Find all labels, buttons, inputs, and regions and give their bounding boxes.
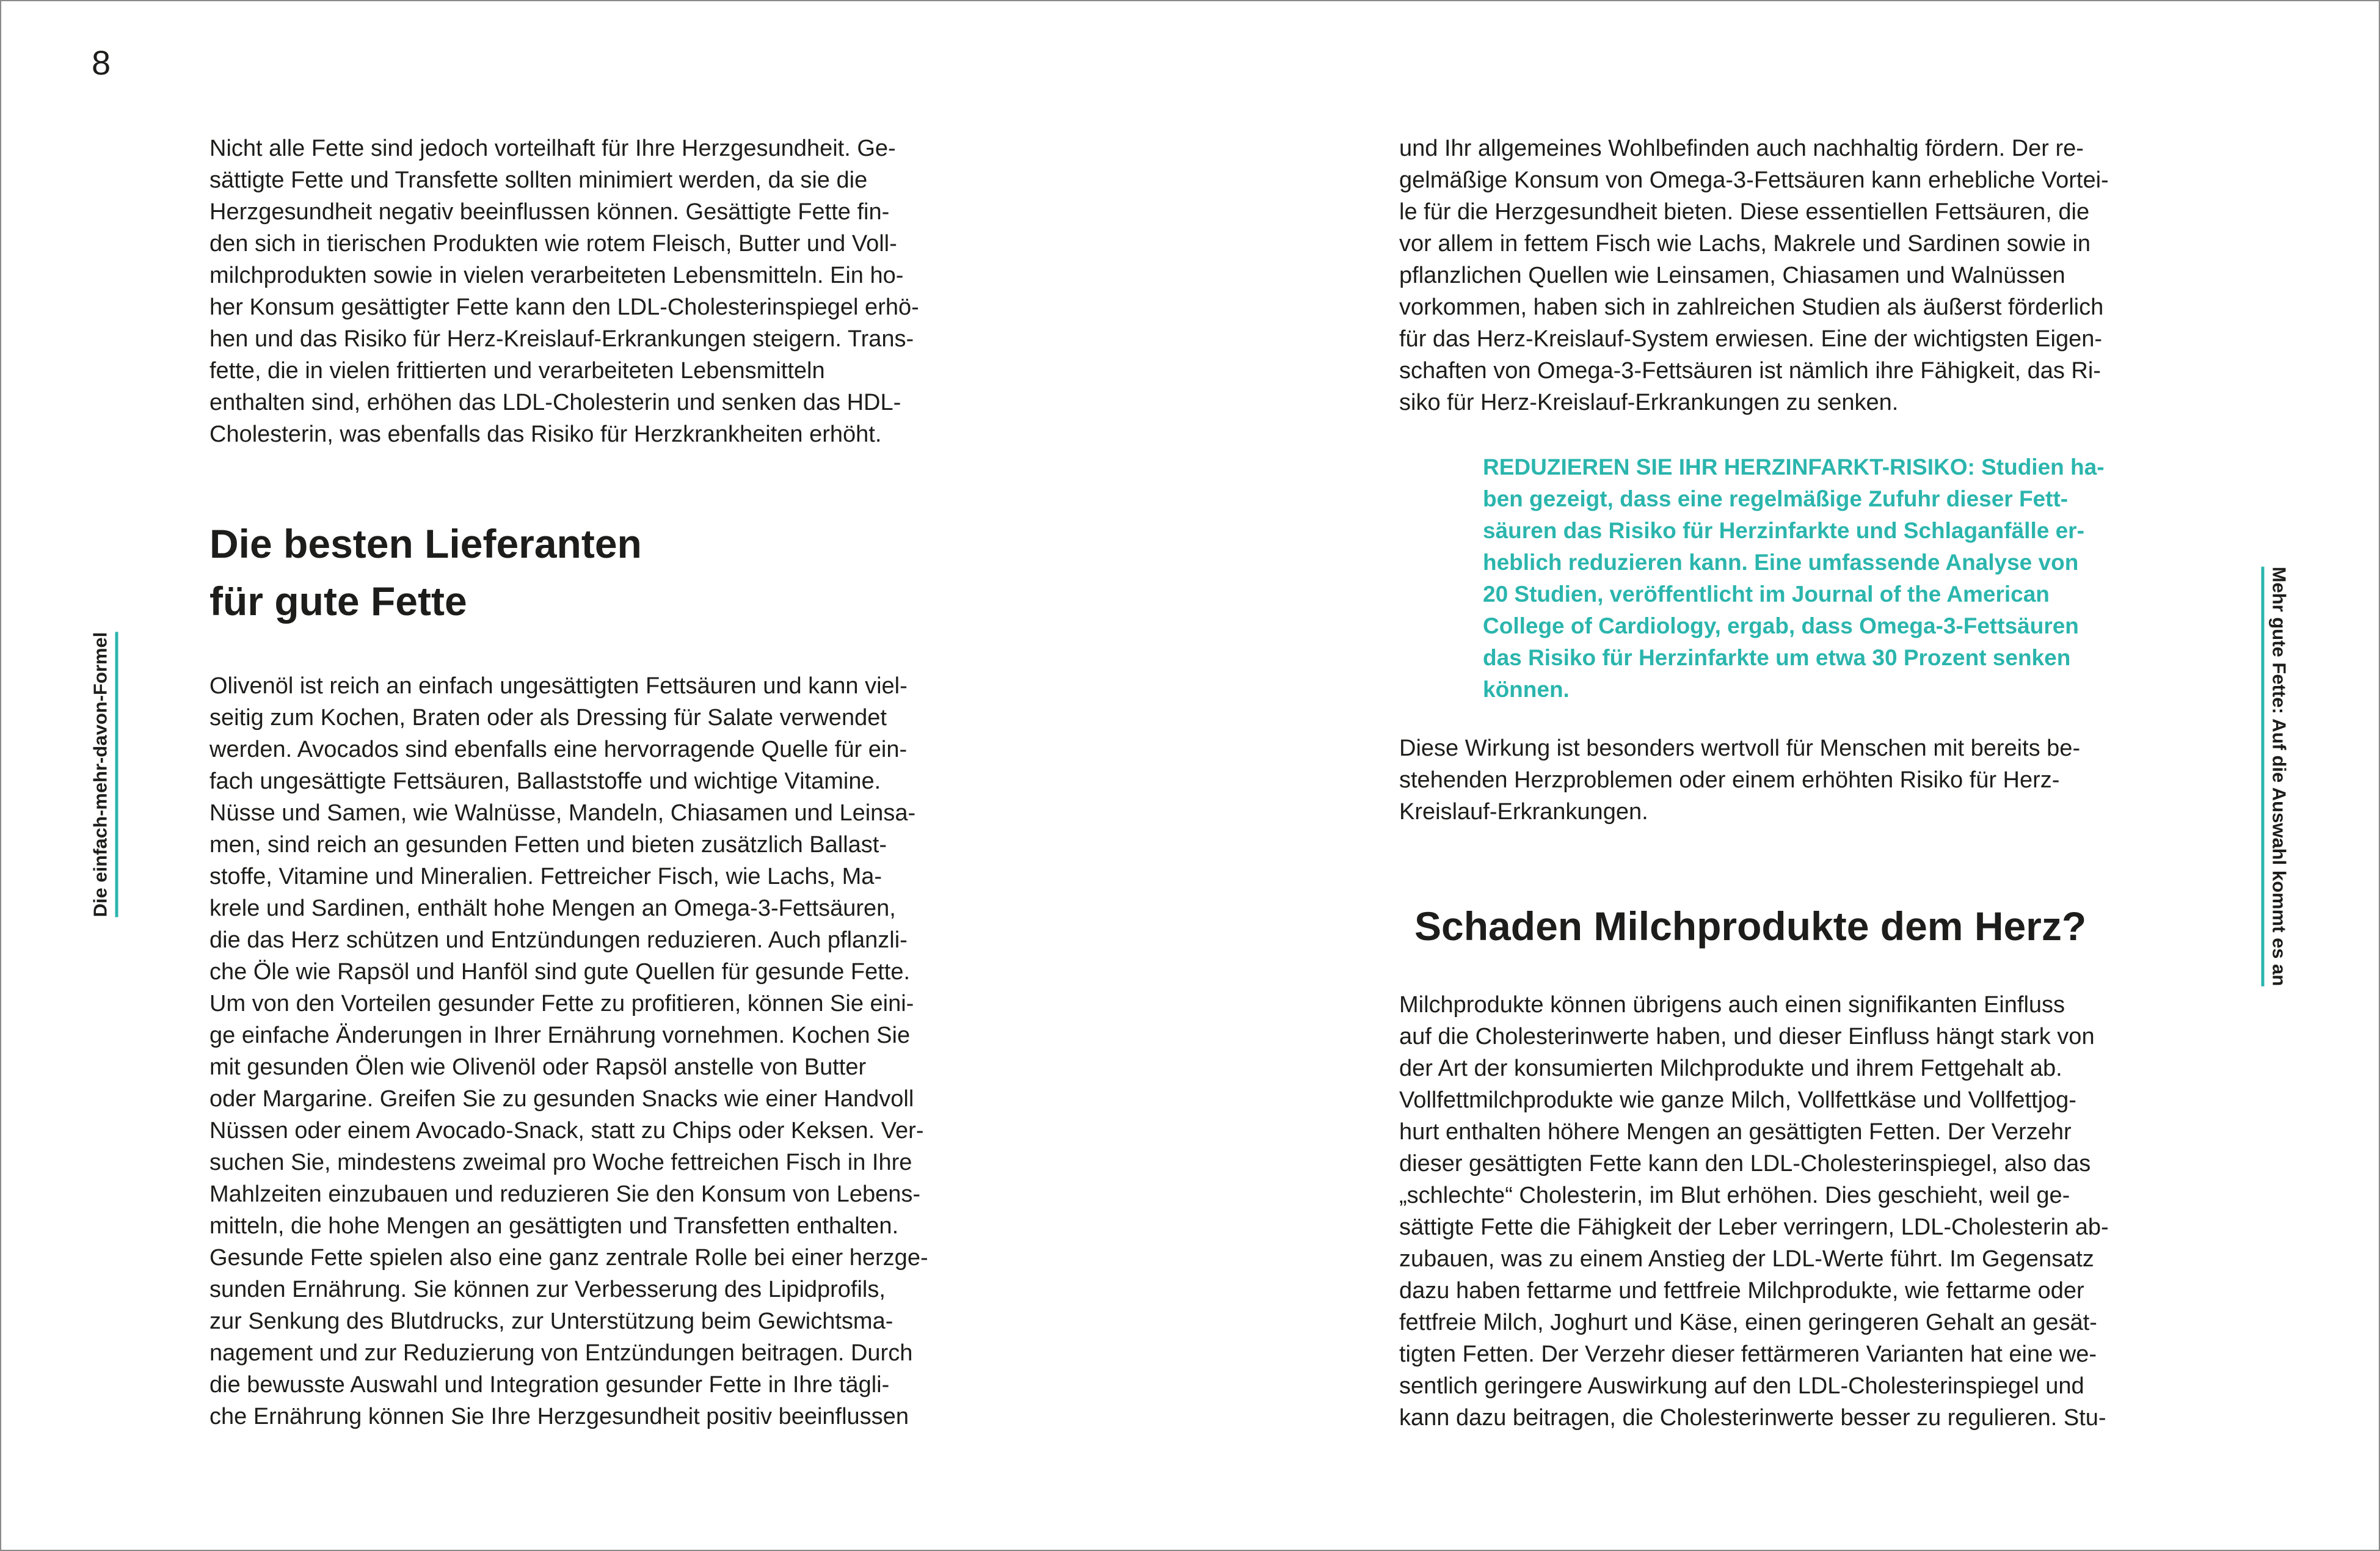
text-line: fettfreie Milch, Joghurt und Käse, einen geringeren Gehalt an gesät- [1399,1310,2097,1335]
text-line: vor allem in fettem Fisch wie Lachs, Makrele und Sardinen sowie in [1399,231,2091,257]
heading-dairy: Schaden Milchprodukte dem Herz? [1414,903,2087,949]
text-line: hen und das Risiko für Herz-Kreislauf-Erkrankungen steigern. Trans- [209,326,914,352]
text-line: fach ungesättigte Fettsäuren, Ballaststoffe und wichtige Vitamine. [209,768,881,794]
section-side-label: Mehr gute Fette: Auf die Auswahl kommt es an [2262,567,2291,987]
text-line: fette, die in vielen frittierten und verarbeiteten Lebensmitteln [209,358,825,384]
text-line: siko für Herz-Kreislauf-Erkrankungen zu senken. [1399,390,1899,415]
text-line: dieser gesättigten Fette kann den LDL-Cholesterinspiegel, also das [1399,1151,2091,1177]
text-line: stehenden Herzproblemen oder einem erhöhten Risiko für Herz- [1399,767,2060,793]
text-line: die bewusste Auswahl und Integration gesunder Fette in Ihre tägli- [209,1372,890,1398]
text-line: REDUZIEREN SIE IHR HERZINFARKT-RISIKO: Studien ha- [1483,454,2105,480]
text-line: den sich in tierischen Produkten wie rotem Fleisch, Butter und Voll- [209,231,897,257]
text-line: seitig zum Kochen, Braten oder als Dressing für Salate verwendet [209,705,887,731]
text-line: men, sind reich an gesunden Fetten und bieten zusätzlich Ballast- [209,832,887,858]
text-line: stoffe, Vitamine und Mineralien. Fettreicher Fisch, wie Lachs, Ma- [209,864,882,889]
text-line: ben gezeigt, dass eine regelmäßige Zufuhr dieser Fett- [1483,486,2069,511]
text-line: zur Senkung des Blutdrucks, zur Unterstützung beim Gewichtsma- [209,1308,893,1334]
text-line: le für die Herzgesundheit bieten. Diese essentiellen Fettsäuren, die [1399,199,2090,225]
heading-line: für gute Fette [209,578,467,624]
right-paragraph-1 [1399,133,2109,418]
text-line: vorkommen, haben sich in zahlreichen Studien als äußerst förderlich [1399,294,2104,320]
text-line: che Ernährung können Sie Ihre Herzgesundheit positiv beeinflussen [209,1404,909,1429]
text-line: milchprodukten sowie in vielen verarbeiteten Lebensmitteln. Ein ho- [209,263,904,288]
text-line: der Art der konsumierten Milchprodukte und ihrem Fettgehalt ab. [1399,1056,2062,1081]
text-line: kann dazu beitragen, die Cholesterinwerte besser zu regulieren. Stu- [1399,1405,2106,1431]
text-line: College of Cardiology, ergab, dass Omega-3-Fettsäuren [1483,613,2079,638]
text-line: suchen Sie, mindestens zweimal pro Woche fettreichen Fisch in Ihre [209,1150,912,1175]
text-line: nagement und zur Reduzierung von Entzündungen beitragen. Durch [209,1340,913,1366]
page-number: 8 [92,43,111,82]
text-line: werden. Avocados sind ebenfalls eine hervorragende Quelle für ein- [209,737,908,762]
left-paragraph-1 [209,133,919,450]
text-line: auf die Cholesterinwerte haben, und dieser Einfluss hängt stark von [1399,1024,2095,1049]
text-line: che Öle wie Rapsöl und Hanföl sind gute Quellen für gesunde Fette. [209,959,911,985]
text-line: Cholesterin, was ebenfalls das Risiko für Herzkrankheiten erhöht. [209,422,882,447]
text-line: sättigte Fette und Transfette sollten minimiert werden, da sie die [209,167,868,193]
text-line: Nüssen oder einem Avocado-Snack, statt zu Chips oder Keksen. Ver- [209,1118,924,1144]
text-line: enthalten sind, erhöhen das LDL-Cholesterin und senken das HDL- [209,390,901,415]
left-paragraph-2 [209,670,928,1432]
text-line: tigten Fetten. Der Verzehr dieser fettärmeren Varianten hat eine we- [1399,1341,2097,1367]
text-line: Nicht alle Fette sind jedoch vorteilhaft für Ihre Herzgesundheit. Ge- [209,136,896,161]
text-line: krele und Sardinen, enthält hohe Mengen an Omega-3-Fettsäuren, [209,896,896,921]
callout-heart-attack-risk [1483,451,2105,706]
text-line: sunden Ernährung. Sie können zur Verbesserung des Lipidprofils, [209,1277,886,1302]
text-line: Gesunde Fette spielen also eine ganz zentrale Rolle bei einer herzge- [209,1245,928,1271]
text-line: hurt enthalten höhere Mengen an gesättigten Fetten. Der Verzehr [1399,1119,2072,1145]
text-line: heblich reduzieren kann. Eine umfassende Analyse von [1483,550,2079,575]
text-line: können. [1483,677,1570,702]
text-line: Nüsse und Samen, wie Walnüsse, Mandeln, Chiasamen und Leinsa- [209,800,916,826]
text-line: Mahlzeiten einzubauen und reduzieren Sie den Konsum von Lebens- [209,1181,921,1207]
chapter-side-label: Die einfach-mehr-davon-Formel [89,632,118,918]
text-line: schaften von Omega-3-Fettsäuren ist nämlich ihre Fähigkeit, das Ri- [1399,358,2101,384]
text-line: oder Margarine. Greifen Sie zu gesunden Snacks wie einer Handvoll [209,1086,914,1112]
text-line: Olivenöl ist reich an einfach ungesättigten Fettsäuren und kann viel- [209,673,908,699]
text-line: säuren das Risiko für Herzinfarkte und Schlaganfälle er- [1483,518,2084,543]
text-line: her Konsum gesättigter Fette kann den LDL-Cholesterinspiegel erhö- [209,294,919,320]
text-line: zubauen, was zu einem Anstieg der LDL-Werte führt. Im Gegensatz [1399,1246,2094,1272]
text-line: „schlechte“ Cholesterin, im Blut erhöhen. Dies geschieht, weil ge- [1399,1183,2070,1208]
right-paragraph-3 [1399,989,2109,1434]
text-line: mit gesunden Ölen wie Olivenöl oder Rapsöl anstelle von Butter [209,1054,867,1080]
text-line: pflanzlichen Quellen wie Leinsamen, Chiasamen und Walnüssen [1399,263,2065,288]
text-line: und Ihr allgemeines Wohlbefinden auch nachhaltig fördern. Der re- [1399,136,2084,161]
text-line: sentlich geringere Auswirkung auf den LDL-Cholesterinspiegel und [1399,1373,2084,1399]
text-line: dazu haben fettarme und fettfreie Milchprodukte, wie fettarme oder [1399,1278,2084,1304]
text-line: Kreislauf-Erkrankungen. [1399,799,1648,825]
text-line: Diese Wirkung ist besonders wertvoll für Menschen mit bereits be- [1399,735,2081,761]
text-line: Um von den Vorteilen gesunder Fette zu profitieren, können Sie eini- [209,991,914,1016]
heading-best-sources [209,515,642,630]
text-line: Vollfettmilchprodukte wie ganze Milch, Vollfettkäse und Vollfettjog- [1399,1087,2076,1113]
text-line: 20 Studien, veröffentlicht im Journal of the American [1483,582,2050,607]
text-line: Herzgesundheit negativ beeinflussen können. Gesättigte Fette fin- [209,199,890,225]
text-line: mitteln, die hohe Mengen an gesättigten und Transfetten enthalten. [209,1213,899,1239]
text-line: gelmäßige Konsum von Omega-3-Fettsäuren kann erhebliche Vortei- [1399,167,2109,193]
right-paragraph-2 [1399,732,2080,828]
text-line: ge einfache Änderungen in Ihrer Ernährung vornehmen. Kochen Sie [209,1023,911,1048]
text-line: sättigte Fette die Fähigkeit der Leber verringern, LDL-Cholesterin ab- [1399,1214,2109,1240]
text-line: für das Herz-Kreislauf-System erwiesen. Eine der wichtigsten Eigen- [1399,326,2103,352]
text-line: die das Herz schützen und Entzündungen reduzieren. Auch pflanzli- [209,927,908,953]
text-line: Milchprodukte können übrigens auch einen signifikanten Einfluss [1399,992,2065,1018]
heading-line: Die besten Lieferanten [209,521,642,566]
text-line: das Risiko für Herzinfarkte um etwa 30 Prozent senken [1483,645,2071,670]
